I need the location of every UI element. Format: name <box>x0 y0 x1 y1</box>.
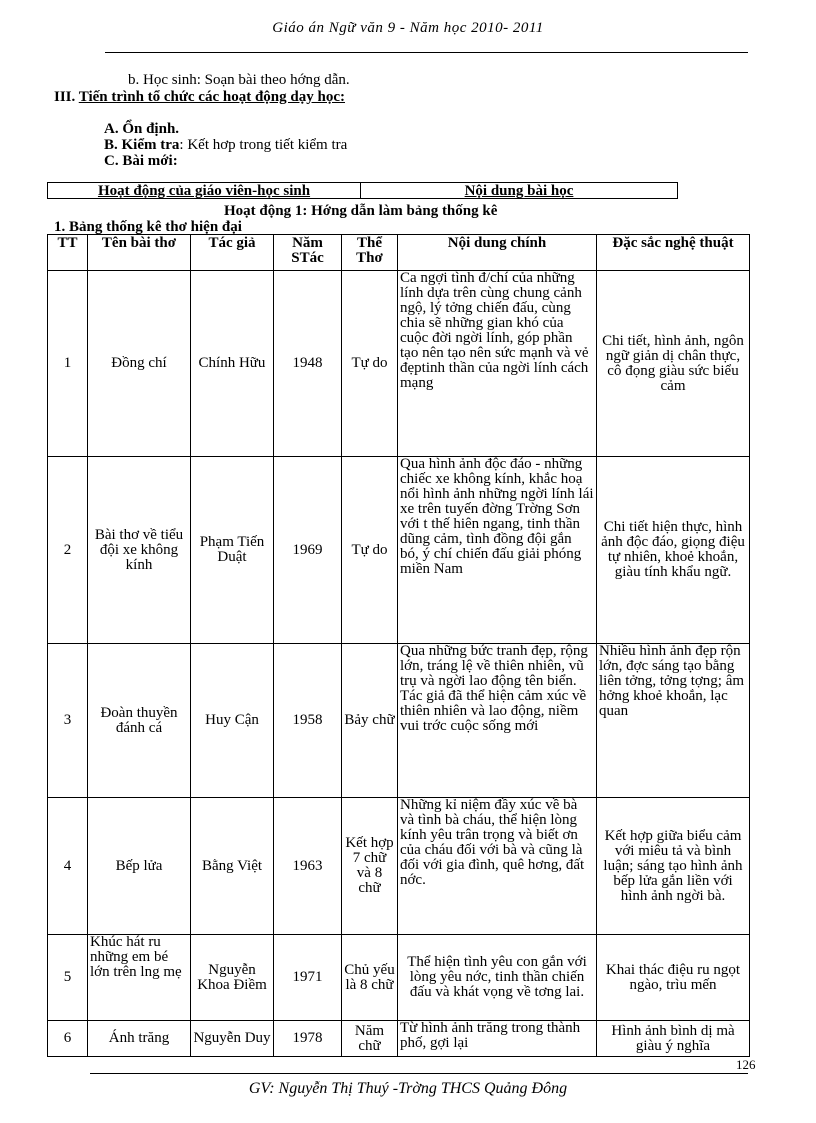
row-tt: 5 <box>48 935 88 1021</box>
row-tt: 1 <box>48 271 88 457</box>
row-art: Hình ảnh bình dị mà giàu ý nghĩa <box>597 1021 750 1057</box>
activity-header-col2: Nội dung bài học <box>464 183 574 199</box>
section-iii-title: Tiến trình tổ chức các hoạt động dạy học: <box>78 89 345 105</box>
row-title: Đồng chí <box>88 271 191 457</box>
row-art: Chi tiết, hình ảnh, ngôn ngữ giản dị chân thực, cô đọng giàu sức biểu cảm <box>597 271 750 457</box>
row-title: Đoàn thuyền đánh cá <box>88 644 191 798</box>
footer-rule <box>90 1073 748 1074</box>
row-form: Chủ yếu là 8 chữ <box>342 935 398 1021</box>
section-1-title: 1. Bảng thống kê thơ hiện đại <box>54 219 242 235</box>
row-title: Bếp lửa <box>88 798 191 935</box>
table-row <box>48 1021 750 1057</box>
page-footer: GV: Nguyễn Thị Thuý -Trờng THCS Quảng Đông <box>248 1080 568 1097</box>
page-number: 126 <box>736 1057 756 1072</box>
row-art: Chi tiết hiện thực, hình ảnh độc đáo, giọng điệu tự nhiên, khoẻ khoắn, giàu tính khẩu ngữ. <box>597 457 750 644</box>
row-form: Tự do <box>342 271 398 457</box>
table-header-row <box>48 235 750 271</box>
line-c: C. Bài mới: <box>104 153 178 169</box>
row-content: Từ hình ảnh trăng trong thành phố, gợi lại <box>398 1021 597 1057</box>
section-iii <box>54 89 345 105</box>
row-title: Ánh trăng <box>88 1021 191 1057</box>
row-art: Kết hợp giữa biểu cảm với miêu tả và bình luận; sáng tạo hình ảnh bếp lửa gắn liền với hình ảnh ngời bà. <box>597 798 750 935</box>
row-author: Chính Hữu <box>191 271 274 457</box>
row-title: Khúc hát ru những em bé lớn trên lng mẹ <box>88 935 191 1021</box>
line-a: A. Ổn định. <box>104 121 180 137</box>
header-form: Thể Thơ <box>342 235 398 271</box>
page-header: Giáo án Ngữ văn 9 - Năm học 2010- 2011 <box>272 20 544 36</box>
line-b-check-label: B. Kiểm tra <box>104 137 180 153</box>
header-content: Nội dung chính <box>398 235 597 271</box>
row-content: Qua những bức tranh đẹp, rộng lớn, tráng lệ về thiên nhiên, vũ trụ và ngời lao động tên biển. Tác giả đã thể hiện cảm xúc về thiên nhiên và lao động, niềm vui trớc cuộc sống mới <box>398 644 597 798</box>
header-art: Đặc sắc nghệ thuật <box>597 235 750 271</box>
row-author: Huy Cận <box>191 644 274 798</box>
header-rule <box>105 52 748 53</box>
row-tt: 6 <box>48 1021 88 1057</box>
poetry-statistics-table <box>47 234 750 1057</box>
activity-header-col1: Hoạt động của giáo viên-học sinh <box>48 183 361 198</box>
header-tt: TT <box>48 235 88 271</box>
row-form: Tự do <box>342 457 398 644</box>
header-title: Tên bài thơ <box>88 235 191 271</box>
line-b-check <box>104 137 347 153</box>
line-b-student: b. Học sinh: Soạn bài theo hớng dẫn. <box>128 72 350 88</box>
row-form: Bảy chữ <box>342 644 398 798</box>
row-art: Nhiều hình ảnh đẹp rộn lớn, đợc sáng tạo bằng liên tởng, tởng tợng; âm hởng khoẻ khoắn, lạc quan <box>597 644 750 798</box>
row-year: 1963 <box>274 798 342 935</box>
row-author: Nguyễn Duy <box>191 1021 274 1057</box>
table-row <box>48 457 750 644</box>
table-row <box>48 798 750 935</box>
row-author: Bằng Việt <box>191 798 274 935</box>
row-year: 1971 <box>274 935 342 1021</box>
row-content: Ca ngợi tình đ/chí của những lính dựa trên cùng chung cảnh ngộ, lý tởng chiến đấu, cùng chia sẽ những gian khó của cuộc đời ngời lính, góp phần tạo nên tạo nên sức mạnh và vẻ đẹptinh thần của ngời lính cách mạng <box>398 271 597 457</box>
table-row <box>48 644 750 798</box>
row-art: Khai thác điệu ru ngọt ngào, trìu mến <box>597 935 750 1021</box>
row-form: Kết hợp 7 chữ và 8 chữ <box>342 798 398 935</box>
header-year: Năm STác <box>274 235 342 271</box>
row-tt: 4 <box>48 798 88 935</box>
row-title: Bài thơ về tiểu đội xe không kính <box>88 457 191 644</box>
table-row <box>48 271 750 457</box>
activity-1-title: Hoạt động 1: Hớng dẫn làm bảng thống kê <box>224 203 498 219</box>
row-year: 1958 <box>274 644 342 798</box>
row-tt: 2 <box>48 457 88 644</box>
line-b-check-text: : Kết hơp trong tiết kiểm tra <box>179 137 348 153</box>
row-year: 1948 <box>274 271 342 457</box>
row-year: 1969 <box>274 457 342 644</box>
row-year: 1978 <box>274 1021 342 1057</box>
section-iii-number: III. <box>54 89 76 105</box>
row-content: Thể hiện tình yêu con gắn với lòng yêu nớc, tinh thần chiến đấu và khát vọng về tơng lai. <box>398 935 597 1021</box>
header-author: Tác giả <box>191 235 274 271</box>
row-author: Phạm Tiến Duật <box>191 457 274 644</box>
row-tt: 3 <box>48 644 88 798</box>
row-author: Nguyễn Khoa Điềm <box>191 935 274 1021</box>
table-row <box>48 935 750 1021</box>
row-content: Qua hình ảnh độc đáo - những chiếc xe không kính, khắc hoạ nổi hình ảnh những ngời lính lái xe trên tuyến đờng Trờng Sơn với t thế hiên ngang, tinh thần dũng cảm, tình đồng đội gắn bó, ý chí chiến đấu giải phóng miền Nam <box>398 457 597 644</box>
row-form: Năm chữ <box>342 1021 398 1057</box>
row-content: Những kỉ niệm đầy xúc về bà và tình bà cháu, thể hiện lòng kính yêu trân trọng và biết ơn của cháu đối với bà và cũng là đối với gia đình, quê hơng, đất nớc. <box>398 798 597 935</box>
activity-header-table <box>47 182 678 199</box>
